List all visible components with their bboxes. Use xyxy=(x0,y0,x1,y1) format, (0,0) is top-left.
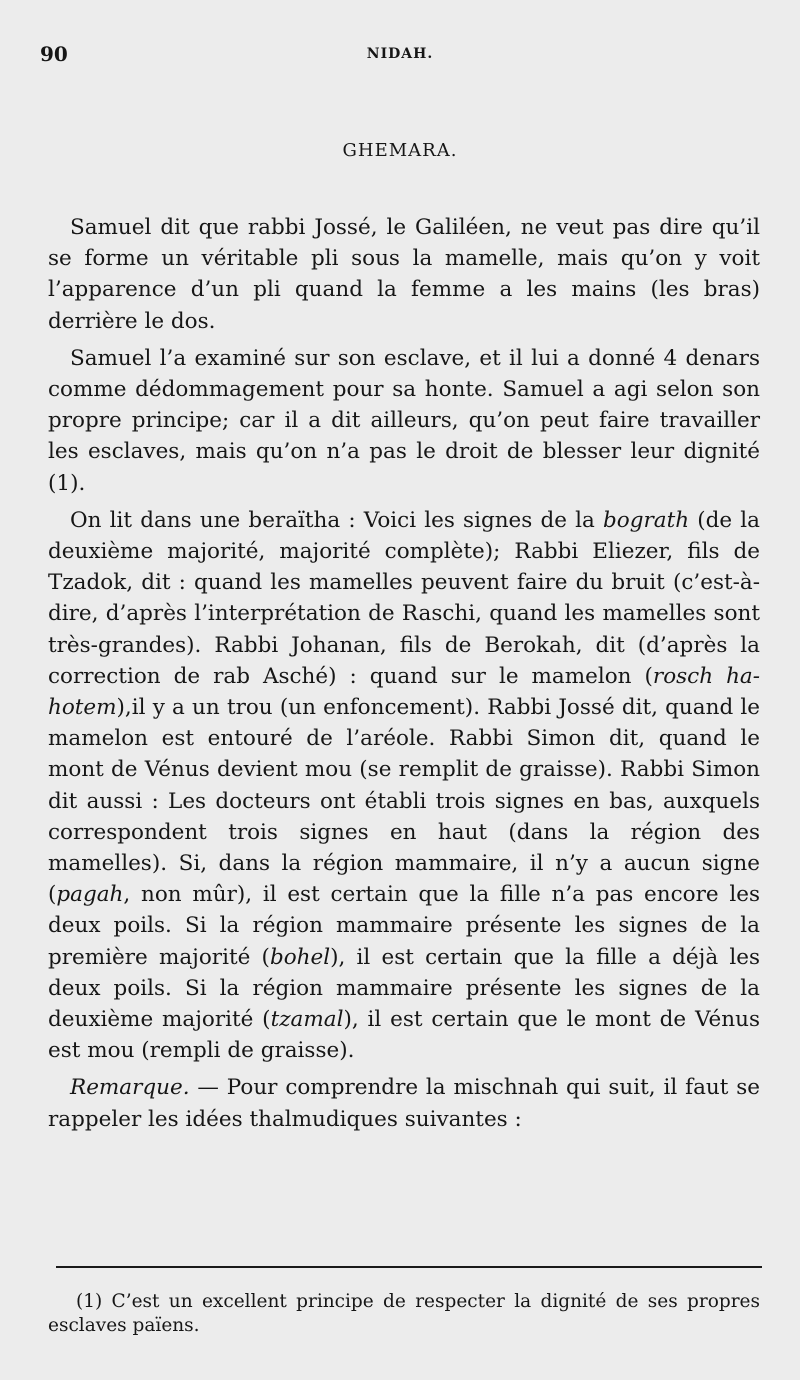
italic-term: rosch ha-hotem xyxy=(48,663,760,721)
footnote: (1) C’est un excellent principe de respecter la dignité de ses propres esclaves païens. xyxy=(48,1291,760,1336)
text-run: ),il y a un trou (un enfoncement). Rabbi Jossé dit, quand le mamelon est entouré de l’aréole. Rabbi Simon dit, quand le mont de Vénus devient mou (se remplit de graisse). Rabbi Simon dit aussi : Les docteurs ont établi trois signes en bas, auxquels correspondent trois signes en haut (dans la région des mamelles). Si, dans la région mammaire, il n’y a aucun signe ( xyxy=(48,695,760,908)
footnote-rule xyxy=(56,1266,762,1268)
section-title: GHEMARA. xyxy=(342,140,458,161)
remark-label: Remarque. xyxy=(70,1075,190,1101)
text-run: ), il est certain que la fille a déjà les deux poils. Si la région mammaire présente les signes de la deuxième majorité ( xyxy=(48,944,760,1033)
text-run: On lit dans une beraïtha : Voici les signes de la xyxy=(70,507,604,533)
main-text xyxy=(48,212,760,1141)
italic-term: bograth xyxy=(603,507,690,533)
paragraph-3 xyxy=(48,505,760,1067)
paragraph-2: Samuel l’a examiné sur son esclave, et il lui a donné 4 denars comme dédommagement pour sa honte. Samuel a agi selon son propre principe; car il a dit ailleurs, qu’on peut faire travailler les esclaves, mais qu’on n’a pas le droit de blesser leur dignité (1). xyxy=(48,345,760,496)
text-run: — Pour comprendre la mischnah qui suit, il faut se rappeler les idées thalmudiques suivantes : xyxy=(48,1075,760,1132)
running-head: NIDAH. xyxy=(366,46,434,62)
italic-term: tzamal xyxy=(270,1007,344,1033)
page-header xyxy=(40,42,760,68)
text-run: (de la deuxième majorité, majorité complète); Rabbi Eliezer, fils de Tzadok, dit : quand les mamelles peuvent faire du bruit (c’est-à-dire, d’après l’interprétation de Raschi, quand les mamelles sont très-grandes). Rabbi Johanan, fils de Berokah, dit (d’après la correction de rab Asché) : quand sur le mamelon ( xyxy=(48,507,760,689)
page-number: 90 xyxy=(40,42,68,66)
text-run: ), il est certain que le mont de Vénus est mou (rempli de graisse). xyxy=(48,1007,761,1064)
italic-term: bohel xyxy=(269,944,331,970)
italic-term: pagah xyxy=(56,882,124,908)
paragraph-1: Samuel dit que rabbi Jossé, le Galiléen, ne veut pas dire qu’il se forme un véritable pli sous la mamelle, mais qu’on y voit l’apparence d’un pli quand la femme a les mains (les bras) derrière le dos. xyxy=(48,215,760,334)
text-run: , non mûr), il est certain que la fille n’a pas encore les deux poils. Si la région mammaire présente les signes de la première majorité ( xyxy=(48,882,760,970)
paragraph-4 xyxy=(48,1072,760,1134)
